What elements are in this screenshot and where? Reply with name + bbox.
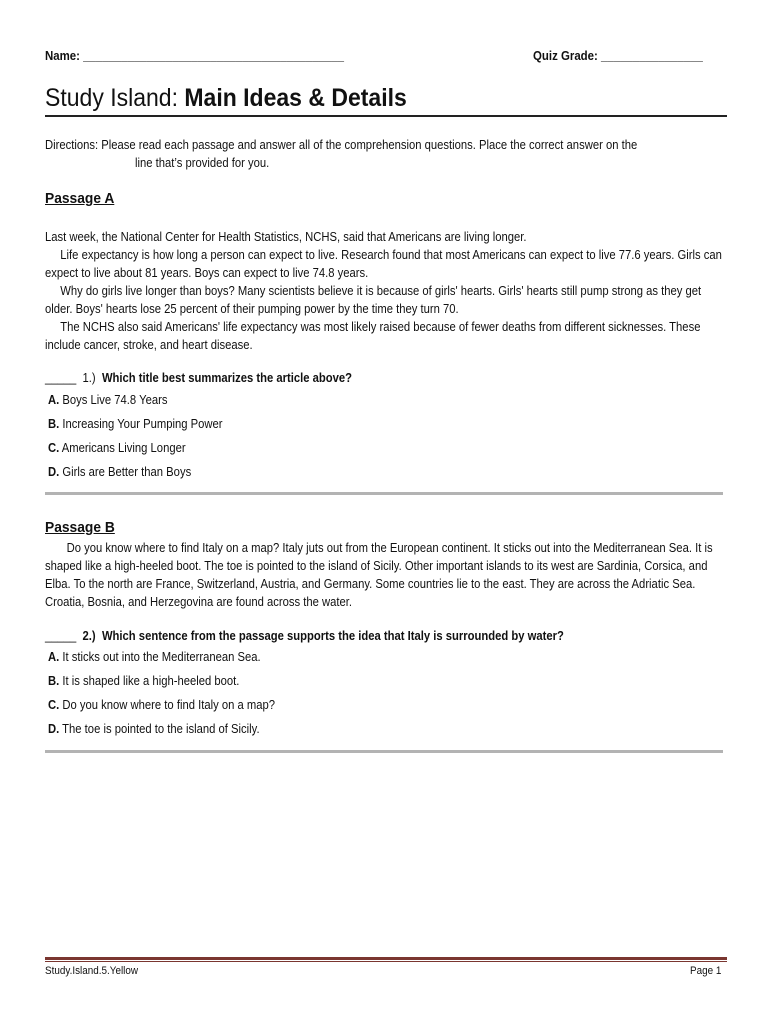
option-b [48, 412, 222, 436]
passage-a-title: Passage A [45, 190, 115, 207]
option-letter: B. [48, 674, 60, 688]
question-number: 1.) [82, 371, 96, 385]
option-text: The toe is pointed to the island of Sicily. [62, 722, 260, 736]
passage-a-paragraph: Life expectancy is how long a person can expect to live. Research found that most Americans can expect to live 77.6 years. Girls can expect to live about 81 years. Boys can expect to live 74.8 years. [45, 248, 722, 280]
option-text: Americans Living Longer [61, 441, 186, 455]
option-letter: C. [48, 698, 60, 712]
option-d [48, 717, 275, 741]
answer-blank[interactable]: _____ [45, 371, 77, 385]
footer-divider-thin [45, 961, 727, 962]
name-label: Name: [45, 48, 80, 63]
passage-a-text [45, 228, 727, 354]
title-prefix: Study Island: [45, 84, 178, 112]
quiz-grade-blank[interactable]: ________________ [601, 48, 703, 63]
passage-b-title: Passage B [45, 519, 115, 536]
quiz-grade-label: Quiz Grade: [533, 48, 598, 63]
passage-a-paragraph: Last week, the National Center for Health Statistics, NCHS, said that Americans are living longer. [45, 230, 527, 244]
directions-line2: line that’s provided for you. [135, 156, 270, 170]
option-c [48, 436, 222, 460]
name-blank[interactable]: _________________________________________ [83, 48, 345, 63]
page-title [45, 84, 407, 113]
question-1 [45, 371, 352, 385]
question-text: Which title best summarizes the article above? [101, 371, 353, 385]
option-text: Do you know where to find Italy on a map? [62, 698, 276, 712]
option-letter: B. [48, 417, 60, 431]
footer-divider [45, 957, 727, 960]
passage-b-paragraph: Do you know where to find Italy on a map? Italy juts out from the European continent. It sticks out into the Mediterranean Sea. It is shaped like a high-heeled boot. The toe is pointed to the island of Sicily. Other important islands to its west are Sardinia, Corsica, and Elba. To the north are France, Switzerland, Austria, and Germany. Some countries lie to the east. They are across the Adriatic Sea. Croatia, Bosnia, and Herzegovina are found across the water. [45, 541, 713, 609]
section-divider [45, 492, 723, 495]
option-letter: D. [48, 465, 60, 479]
name-line [45, 48, 344, 63]
directions [45, 136, 729, 172]
footer-doc-id: Study.Island.5.Yellow [45, 965, 139, 977]
question-text: Which sentence from the passage supports the idea that Italy is surrounded by water? [101, 629, 564, 643]
option-text: Girls are Better than Boys [62, 465, 192, 479]
option-letter: A. [48, 393, 60, 407]
question-2 [45, 629, 564, 643]
option-letter: C. [48, 441, 60, 455]
section-divider [45, 750, 723, 753]
page-number: Page 1 [690, 965, 722, 977]
question-1-options [48, 388, 242, 484]
directions-label: Directions [45, 138, 96, 152]
option-d [48, 460, 222, 484]
passage-b-text [45, 539, 727, 611]
option-text: It sticks out into the Mediterranean Sea. [62, 650, 261, 664]
option-b [48, 669, 275, 693]
option-letter: A. [48, 650, 60, 664]
option-letter: D. [48, 722, 60, 736]
option-a [48, 388, 222, 412]
title-main: Main Ideas & Details [184, 84, 407, 112]
directions-line1: : Please read each passage and answer all of the comprehension questions. Place the correct answer on the [95, 138, 638, 152]
option-text: Increasing Your Pumping Power [62, 417, 223, 431]
option-a [48, 645, 275, 669]
option-c [48, 693, 275, 717]
question-2-options [48, 645, 300, 741]
question-number: 2.) [82, 629, 96, 643]
option-text: Boys Live 74.8 Years [62, 393, 168, 407]
passage-a-paragraph: Why do girls live longer than boys? Many scientists believe it is because of girls' hearts. Girls' hearts still pump strong as they get older. Boys' hearts lose 25 percent of their pumping power by the time they turn 70. [45, 284, 702, 316]
passage-a-paragraph: The NCHS also said Americans' life expectancy was most likely raised because of fewer deaths from different sicknesses. These include cancer, stroke, and heart disease. [45, 320, 701, 352]
option-text: It is shaped like a high-heeled boot. [62, 674, 240, 688]
quiz-grade-line [533, 48, 703, 63]
answer-blank[interactable]: _____ [45, 629, 77, 643]
title-divider [45, 115, 727, 117]
